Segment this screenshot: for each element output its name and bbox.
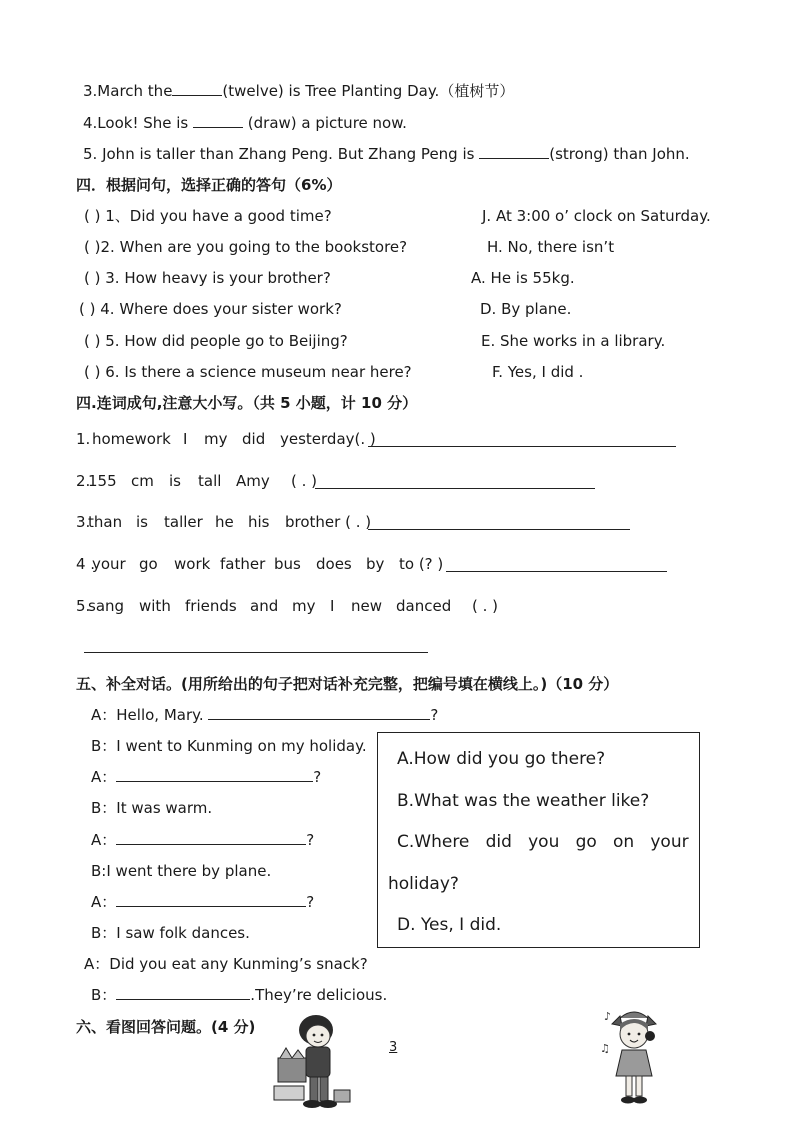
section-heading-match: 四．根据问句，选择正确的答句（6%）: [76, 176, 342, 194]
answer-blank[interactable]: [116, 985, 250, 1000]
answer-paren[interactable]: ( ): [84, 269, 101, 287]
match-question: ( )2. When are you going to the bookstore?: [84, 238, 408, 256]
answer-blank[interactable]: [116, 892, 306, 907]
match-answer: H. No, there isn’t: [487, 238, 615, 256]
fill-item-3: 3.March the (twelve) is Tree Planting Day.（植树节）: [83, 82, 515, 100]
fill-item-5: 5. John is taller than Zhang Peng. But Zhang Peng is (strong) than John.: [83, 145, 690, 163]
dialogue-line: A：Hello, Mary. ?: [91, 706, 439, 724]
option-b: B.What was the weather like?: [397, 791, 650, 811]
dialogue-line: B：I saw folk dances.: [91, 924, 250, 942]
svg-text:♫: ♫: [600, 1042, 610, 1055]
dialogue-line: A：Did you eat any Kunming’s snack?: [84, 955, 368, 973]
answer-line[interactable]: [84, 638, 428, 653]
fill-item-4: 4.Look! She is (draw) a picture now.: [83, 114, 407, 132]
dialogue-line: B:I went there by plane.: [91, 862, 272, 880]
option-c: C.Where did you go on your: [397, 832, 689, 852]
match-question: ( ) 1、Did you have a good time?: [84, 207, 332, 225]
answer-paren[interactable]: ( ): [84, 238, 101, 256]
option-d: D. Yes, I did.: [397, 915, 502, 935]
svg-text:♪: ♪: [604, 1010, 612, 1023]
match-question: ( ) 5. How did people go to Beijing?: [84, 332, 348, 350]
answer-paren[interactable]: ( ): [84, 332, 101, 350]
answer-blank[interactable]: [208, 705, 430, 720]
dialogue-line: B：It was warm.: [91, 799, 213, 817]
answer-blank[interactable]: [116, 830, 306, 845]
answer-blank[interactable]: [193, 113, 243, 128]
dialogue-line: B： .They’re delicious.: [91, 986, 388, 1004]
match-question: ( ) 4. Where does your sister work?: [79, 300, 342, 318]
section-heading-reorder: 四.连词成句,注意大小写。（共 5 小题，计 10 分）: [76, 394, 418, 412]
answer-line[interactable]: [315, 474, 595, 489]
option-a: A.How did you go there?: [397, 749, 606, 769]
answer-paren[interactable]: ( ): [84, 207, 101, 225]
option-c-cont: holiday?: [388, 874, 459, 894]
answer-line[interactable]: [368, 432, 676, 447]
options-box: [377, 732, 700, 948]
match-answer: A. He is 55kg.: [471, 269, 575, 287]
answer-blank[interactable]: [116, 767, 313, 782]
dialogue-line: A： ?: [91, 831, 315, 849]
section-heading-picture: 六、看图回答问题。(4 分): [76, 1018, 256, 1036]
section-heading-dialogue: 五、补全对话。(用所给出的句子把对话补充完整，把编号填在横线上。)（10 分）: [76, 675, 619, 693]
match-question: ( ) 6. Is there a science museum near here?: [84, 363, 412, 381]
boy-cartoon-illustration: [268, 1008, 354, 1114]
dialogue-line: B：I went to Kunming on my holiday.: [91, 737, 367, 755]
match-answer: F. Yes, I did .: [492, 363, 584, 381]
page-number: 3: [389, 1040, 398, 1055]
match-answer: D. By plane.: [480, 300, 572, 318]
match-answer: J. At 3:00 o’ clock on Saturday.: [482, 207, 711, 225]
match-question: ( ) 3. How heavy is your brother?: [84, 269, 331, 287]
girl-cartoon-illustration: [598, 1006, 670, 1110]
match-answer: E. She works in a library.: [481, 332, 666, 350]
dialogue-line: A： ?: [91, 893, 315, 911]
answer-line[interactable]: [446, 557, 667, 572]
answer-line[interactable]: [368, 515, 630, 530]
answer-blank[interactable]: [479, 144, 549, 159]
answer-paren[interactable]: ( ): [84, 363, 101, 381]
answer-blank[interactable]: [172, 81, 222, 96]
answer-paren[interactable]: ( ): [79, 300, 96, 318]
dialogue-line: A： ?: [91, 768, 322, 786]
